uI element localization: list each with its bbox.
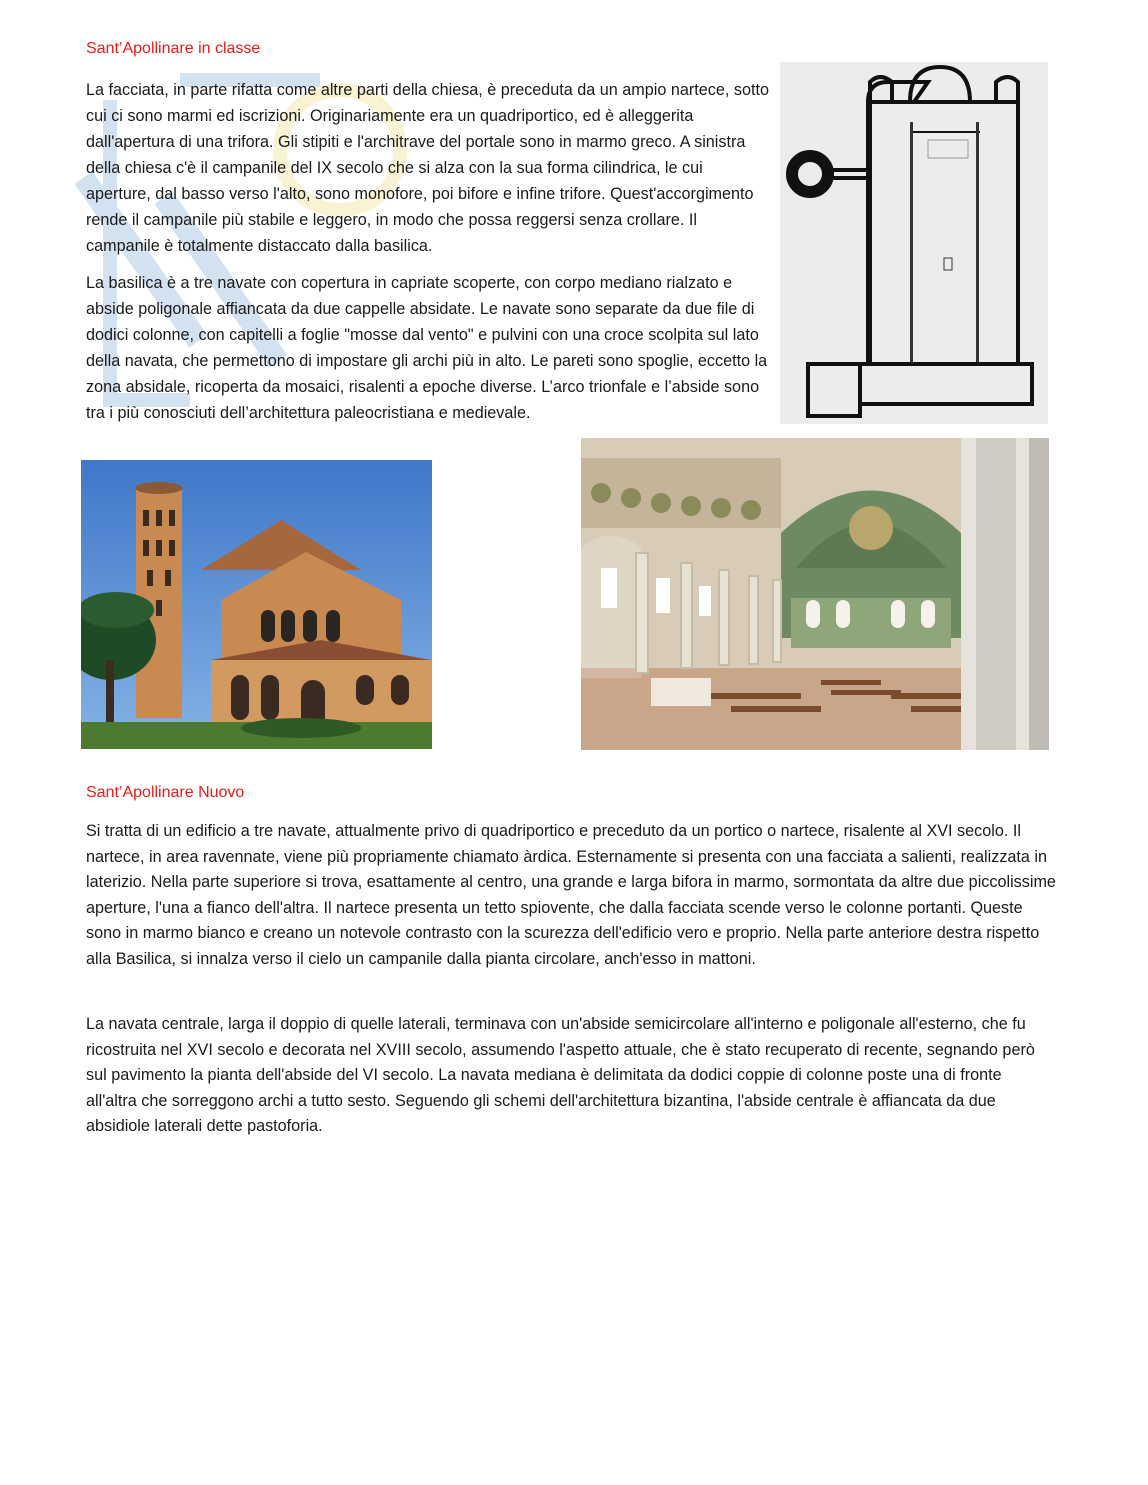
- paragraph-navata: La navata centrale, larga il doppio di quelle laterali, terminava con un'abside semicircolare all'interno e poligonale all'esterno, che fu ricostruita nel XVI secolo e decorata nel XVIII secolo, assumendo l'aspetto attuale, che è stato recuperato di recente, segnando però sul pavimento la pianta dell'abside del VI secolo. La navata mediana è delimitata da dodici coppie di colonne poste una di fronte all'altra che sorreggono archi a tutto sesto. Seguendo gli schemi dell'architettura bizantina, l'abside centrale è affiancata da due absidiole laterali dette pastoforia.: [86, 1015, 1035, 1136]
- floor-plan-image: [780, 62, 1048, 424]
- exterior-photo: [81, 460, 432, 749]
- interior-photo: [581, 438, 1049, 750]
- paragraph-facciata: La facciata, in parte rifatta come altre parti della chiesa, è preceduta da un ampio nartece, sotto cui ci sono marmi ed iscrizioni. Originariamente era un quadriportico, ed è alleggerita dall'apertura di una trifora. Gli stipiti e l'architrave del portale sono in marmo greco. A sinistra della chiesa c'è il campanile del IX secolo che si alza con la sua forma cilindrica, le cui aperture, dal basso verso l'alto, sono monofore, poi bifore e infine trifore. Quest'accorgimento rende il campanile più stabile e leggero, in modo che possa reggersi senza crollare. Il campanile è totalmente distaccato dalla basilica.: [86, 81, 769, 255]
- section-title-classe: Sant’Apollinare in classe: [86, 40, 261, 57]
- section-title-nuovo: Sant’Apollinare Nuovo: [86, 784, 245, 801]
- paragraph-basilica: La basilica è a tre navate con copertura in capriate scoperte, con corpo mediano rialzato e abside poligonale affiancata da due cappelle absidate. Le navate sono separate da due file di dodici colonne, con capitelli a foglie "mosse dal vento" e pulvini con una croce scolpita sul lato della navata, che permettono di impostare gli archi più in alto. Le pareti sono spoglie, eccetto la zona absidale, ricoperta da mosaici, risalenti a epoche diverse. L’arco trionfale e l’abside sono tra i più conosciuti dell’architettura paleocristiana e medievale.: [86, 274, 768, 422]
- paragraph-edificio: Si tratta di un edificio a tre navate, attualmente privo di quadriportico e preceduto da un portico o nartece, risalente al XVI secolo. Il nartece, in area ravennate, viene più propriamente chiamato àrdica. Esternamente si presenta con una facciata a salienti, realizzata in laterizio. Nella parte superiore si trova, esattamente al centro, una grande e larga bifora in marmo, sormontata da altre due piccolissime aperture, l'una a fianco dell'altra. Il nartece presenta un tetto spiovente, che dalla facciata scende verso le colonne portanti. Queste sono in marmo bianco e creano un notevole contrasto con la scurezza dell'edificio vero e proprio. Nella parte anteriore destra rispetto alla Basilica, si innalza verso il cielo un campanile dalla pianta circolare, anch'esso in mattoni.: [86, 822, 1056, 968]
